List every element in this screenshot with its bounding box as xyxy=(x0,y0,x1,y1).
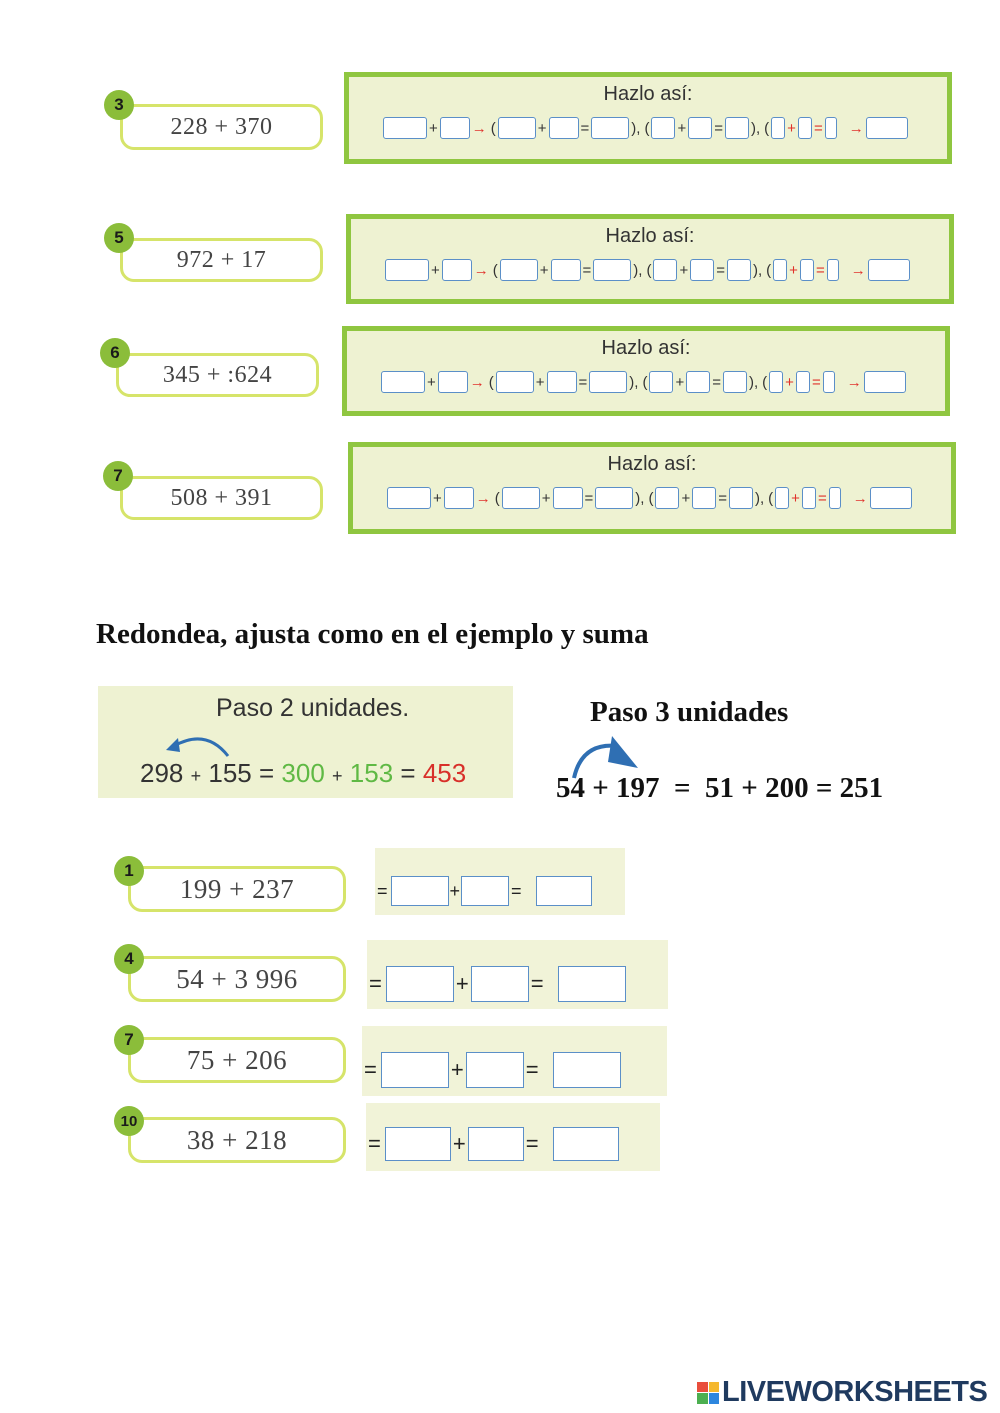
answer-box[interactable] xyxy=(870,487,912,509)
equals-sign: = xyxy=(511,880,522,901)
answer-panel xyxy=(362,1026,667,1096)
exercise-expression: 345 + :624 xyxy=(116,353,319,397)
equals-sign: = xyxy=(530,971,544,996)
answer-box[interactable] xyxy=(729,487,753,509)
panel-title: Hazlo así: xyxy=(607,453,697,475)
answer-box[interactable] xyxy=(386,966,454,1002)
answer-box[interactable] xyxy=(866,117,908,139)
hazlo-asi-panel xyxy=(346,214,954,304)
answer-box[interactable] xyxy=(798,117,812,139)
answer-box[interactable] xyxy=(440,117,470,139)
equals-sign: = xyxy=(815,261,825,279)
paren: ( xyxy=(764,119,770,137)
plus-sign: + xyxy=(450,1057,464,1082)
example-number: 155 xyxy=(208,758,252,788)
answer-box[interactable] xyxy=(502,487,540,509)
plus-sign: + xyxy=(332,766,343,786)
answer-box[interactable] xyxy=(438,371,468,393)
example-title: Paso 2 unidades. xyxy=(216,694,410,722)
answer-box[interactable] xyxy=(391,876,449,906)
answer-box[interactable] xyxy=(655,487,679,509)
example2-title: Paso 3 unidades xyxy=(590,696,789,728)
arrow-icon: → xyxy=(473,261,489,279)
plus-sign: + xyxy=(433,489,442,507)
paren: ), xyxy=(631,119,641,137)
answer-row xyxy=(362,1052,621,1088)
panel-title: Hazlo así: xyxy=(603,83,693,105)
plus-sign: + xyxy=(785,373,794,391)
answer-box[interactable] xyxy=(653,259,677,281)
arrow-icon: → xyxy=(850,261,866,279)
example-equation xyxy=(140,758,466,789)
answer-box[interactable] xyxy=(468,1127,524,1161)
answer-box[interactable] xyxy=(500,259,538,281)
plus-sign: + xyxy=(449,880,461,901)
example-result: 453 xyxy=(422,758,467,788)
plus-sign: + xyxy=(787,119,796,137)
answer-box[interactable] xyxy=(553,1052,621,1088)
answer-box[interactable] xyxy=(387,487,431,509)
exercise-expression: 508 + 391 xyxy=(120,476,323,520)
paren: ( xyxy=(768,489,774,507)
answer-box[interactable] xyxy=(442,259,472,281)
answer-box[interactable] xyxy=(686,371,710,393)
answer-box[interactable] xyxy=(466,1052,524,1088)
answer-box[interactable] xyxy=(461,876,509,906)
answer-box[interactable] xyxy=(381,371,425,393)
answer-row xyxy=(366,1127,619,1161)
answer-box[interactable] xyxy=(823,371,835,393)
paren: ( xyxy=(766,261,772,279)
equals-sign: = xyxy=(718,489,727,507)
answer-box[interactable] xyxy=(536,876,592,906)
answer-box[interactable] xyxy=(769,371,783,393)
exercise-number-badge: 4 xyxy=(114,944,144,974)
plus-sign: + xyxy=(681,489,691,507)
answer-box[interactable] xyxy=(553,487,583,509)
exercise-expression: 972 + 17 xyxy=(120,238,323,282)
answer-box[interactable] xyxy=(796,371,810,393)
answer-box[interactable] xyxy=(593,259,631,281)
answer-box[interactable] xyxy=(868,259,910,281)
answer-box[interactable] xyxy=(723,371,747,393)
answer-box[interactable] xyxy=(385,1127,451,1161)
paren: ( xyxy=(644,119,650,137)
answer-box[interactable] xyxy=(825,117,837,139)
plus-sign: + xyxy=(537,119,547,137)
answer-box[interactable] xyxy=(802,487,816,509)
answer-box[interactable] xyxy=(690,259,714,281)
equals-sign: = xyxy=(364,1057,377,1082)
paren: ( xyxy=(492,261,498,279)
equals-sign: = xyxy=(368,1131,381,1156)
equals-sign: = xyxy=(817,489,827,507)
equals-sign: = xyxy=(369,971,382,996)
equals-sign: = xyxy=(584,489,594,507)
paren: ( xyxy=(646,261,652,279)
equals-sign: = xyxy=(813,119,823,137)
paren: ( xyxy=(642,373,648,391)
exercise-expression: 54 + 3 996 xyxy=(128,956,346,1002)
answer-box[interactable] xyxy=(381,1052,449,1088)
paren: ( xyxy=(762,373,768,391)
answer-panel xyxy=(375,848,625,915)
plus-sign: + xyxy=(791,489,800,507)
paren: ), xyxy=(629,373,639,391)
arrow-icon: → xyxy=(469,373,485,391)
answer-box[interactable] xyxy=(829,487,841,509)
answer-row xyxy=(381,369,906,395)
equals-sign: = xyxy=(525,1131,539,1156)
equals-sign: = xyxy=(580,119,590,137)
plus-sign: + xyxy=(190,766,202,786)
paren: ( xyxy=(488,373,494,391)
plus-sign: + xyxy=(455,971,469,996)
arrow-icon: → xyxy=(475,489,491,507)
paren: ), xyxy=(753,261,763,279)
panel-title: Hazlo así: xyxy=(601,337,691,359)
answer-box[interactable] xyxy=(383,117,427,139)
plus-sign: + xyxy=(452,1131,466,1156)
answer-box[interactable] xyxy=(444,487,474,509)
exercise-number-badge: 1 xyxy=(114,856,144,886)
equals-sign: = xyxy=(714,119,723,137)
answer-box[interactable] xyxy=(496,371,534,393)
panel-title: Hazlo así: xyxy=(605,225,695,247)
equals-sign: = xyxy=(525,1057,539,1082)
answer-box[interactable] xyxy=(800,259,814,281)
equals-sign: = xyxy=(811,373,821,391)
arrow-icon: → xyxy=(848,119,864,137)
answer-box[interactable] xyxy=(549,117,579,139)
plus-sign: + xyxy=(535,373,545,391)
answer-box[interactable] xyxy=(553,1127,619,1161)
example-rounded-number: 300 xyxy=(281,758,325,788)
equals-sign: = xyxy=(716,261,725,279)
logo-text: LIVEWORKSHEETS xyxy=(722,1376,988,1408)
exercise-number-badge: 6 xyxy=(100,338,130,368)
answer-box[interactable] xyxy=(773,259,787,281)
example-box xyxy=(98,686,513,798)
exercise-number-badge: 7 xyxy=(103,461,133,491)
answer-box[interactable] xyxy=(864,371,906,393)
exercise-expression: 228 + 370 xyxy=(120,104,323,150)
equals-sign: = xyxy=(712,373,721,391)
paren: ), xyxy=(633,261,643,279)
answer-row xyxy=(367,966,626,1002)
plus-sign: + xyxy=(675,373,685,391)
hazlo-asi-panel xyxy=(348,442,956,534)
plus-sign: + xyxy=(541,489,551,507)
plus-sign: + xyxy=(539,261,549,279)
equals-sign: = xyxy=(578,373,588,391)
paren: ( xyxy=(648,489,654,507)
hazlo-asi-panel xyxy=(342,326,950,416)
example-adjusted-number: 153 xyxy=(349,758,394,788)
plus-sign: + xyxy=(789,261,798,279)
answer-box[interactable] xyxy=(725,117,749,139)
answer-box[interactable] xyxy=(595,487,633,509)
answer-box[interactable] xyxy=(688,117,712,139)
answer-box[interactable] xyxy=(589,371,627,393)
paren: ( xyxy=(490,119,496,137)
plus-sign: + xyxy=(427,373,436,391)
liveworksheets-logo xyxy=(697,1376,987,1409)
answer-box[interactable] xyxy=(827,259,839,281)
answer-box[interactable] xyxy=(775,487,789,509)
answer-box[interactable] xyxy=(591,117,629,139)
answer-box[interactable] xyxy=(498,117,536,139)
answer-panel xyxy=(367,940,668,1009)
plus-sign: + xyxy=(431,261,440,279)
answer-box[interactable] xyxy=(692,487,716,509)
exercise-number-badge: 3 xyxy=(104,90,134,120)
paren: ), xyxy=(755,489,765,507)
answer-panel xyxy=(366,1103,660,1171)
answer-box[interactable] xyxy=(651,117,675,139)
plus-sign: + xyxy=(677,119,687,137)
hazlo-asi-panel xyxy=(344,72,952,164)
example2-equation: 54 + 197 = 51 + 200 = 251 xyxy=(556,772,884,804)
answer-row xyxy=(375,876,592,906)
paren: ), xyxy=(751,119,761,137)
exercise-expression: 38 + 218 xyxy=(128,1117,346,1163)
paren: ), xyxy=(635,489,645,507)
answer-box[interactable] xyxy=(558,966,626,1002)
answer-box[interactable] xyxy=(551,259,581,281)
paren: ( xyxy=(494,489,500,507)
arrow-icon: → xyxy=(471,119,487,137)
exercise-number-badge: 5 xyxy=(104,223,134,253)
equals-sign: = xyxy=(377,880,388,901)
exercise-number-badge: 10 xyxy=(114,1106,144,1136)
exercise-expression: 199 + 237 xyxy=(128,866,346,912)
equals-sign: = xyxy=(259,758,275,788)
answer-row xyxy=(385,257,910,283)
answer-box[interactable] xyxy=(727,259,751,281)
answer-box[interactable] xyxy=(471,966,529,1002)
answer-row xyxy=(387,485,912,511)
answer-box[interactable] xyxy=(385,259,429,281)
example-number: 298 xyxy=(140,758,184,788)
paren: ), xyxy=(749,373,759,391)
exercise-expression: 75 + 206 xyxy=(128,1037,346,1083)
answer-box[interactable] xyxy=(547,371,577,393)
arrow-icon: → xyxy=(852,489,868,507)
answer-box[interactable] xyxy=(649,371,673,393)
answer-row xyxy=(383,115,908,141)
logo-icon xyxy=(697,1382,719,1404)
plus-sign: + xyxy=(429,119,438,137)
arrow-icon: → xyxy=(846,373,862,391)
equals-sign: = xyxy=(582,261,592,279)
plus-sign: + xyxy=(679,261,689,279)
equals-sign: = xyxy=(400,758,416,788)
section-heading: Redondea, ajusta como en el ejemplo y suma xyxy=(96,618,649,650)
exercise-number-badge: 7 xyxy=(114,1025,144,1055)
answer-box[interactable] xyxy=(771,117,785,139)
